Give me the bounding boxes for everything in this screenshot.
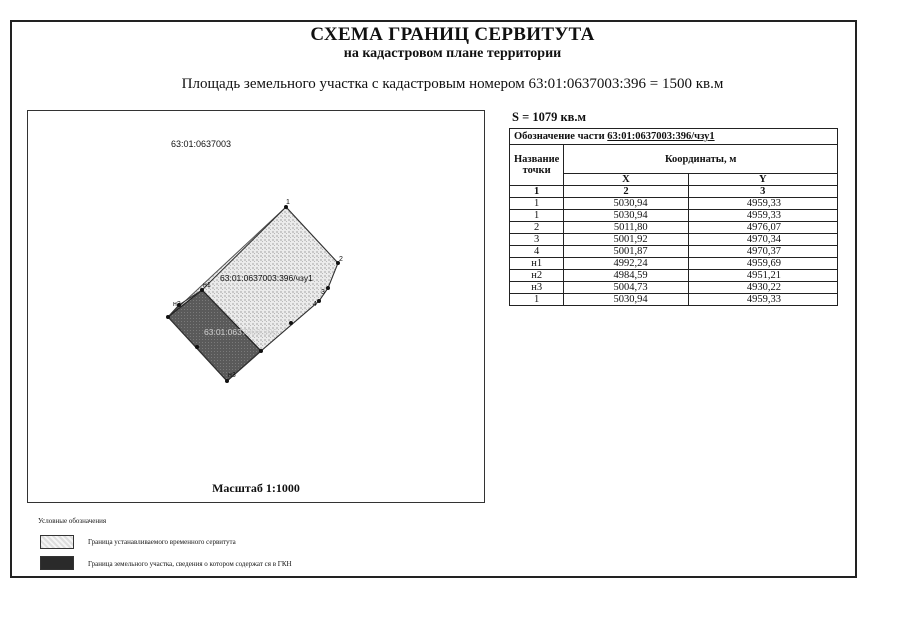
table-row: 1 5030,94 4959,33 [510, 210, 838, 222]
cadastral-quarter-label: 63:01:0637003 [171, 139, 232, 149]
col-num-1: 1 [510, 186, 564, 198]
col-coordinates: Координаты, м [564, 145, 838, 174]
col-x: X [564, 174, 688, 186]
table-row: 2 5011,80 4976,07 [510, 222, 838, 234]
map-scale: Масштаб 1:1000 [212, 481, 300, 495]
point-label-3: 3 [321, 289, 325, 296]
point-label-n1: н1 [203, 282, 211, 289]
col-point-name: Название точки [510, 145, 564, 186]
part-designation-cell [510, 129, 838, 145]
table-row: н2 4984,59 4951,21 [510, 270, 838, 282]
document-subtitle: на кадастровом плане территории [343, 46, 562, 61]
point-label-n3: н3 [228, 372, 236, 379]
document-title: СХЕМА ГРАНИЦ СЕРВИТУТА [310, 24, 595, 45]
legend-swatch-servitude [40, 535, 74, 549]
map-drawing [28, 111, 486, 504]
table-row: 1 5030,94 4959,33 [510, 198, 838, 210]
legend-title: Условные обозначения [38, 517, 107, 525]
point-label-n2: н2 [173, 301, 181, 308]
parcel-label: 63:01:0637003:396 [204, 327, 278, 337]
servitude-label: 63:01:0637003:396/чзу1 [220, 273, 313, 283]
cadastral-map [27, 110, 485, 503]
point-label-4: 4 [313, 301, 317, 308]
servitude-area-value: S = 1079 кв.м [512, 110, 587, 124]
legend-text-parcel: Граница земельного участка, сведения о котором содержат ся в ГКН [88, 560, 292, 568]
table-row: 3 5001,92 4970,34 [510, 234, 838, 246]
col-num-2: 2 [564, 186, 688, 198]
parcel-area-line: Площадь земельного участка с кадастровым номером 63:01:0637003:396 = 1500 кв.м [181, 76, 724, 92]
part-designation-id: 63:01:0637003:396/чзу1 [607, 131, 715, 142]
legend-swatch-parcel [40, 556, 74, 570]
coordinates-table [509, 128, 838, 306]
legend-text-servitude: Граница устанавливаемого временного сервитута [88, 538, 236, 546]
part-designation-prefix: Обозначение части [514, 131, 605, 142]
table-row: н1 4992,24 4959,69 [510, 258, 838, 270]
table-row: н3 5004,73 4930,22 [510, 282, 838, 294]
col-y: Y [688, 174, 837, 186]
table-row: 4 5001,87 4970,37 [510, 246, 838, 258]
col-num-3: 3 [688, 186, 837, 198]
point-label-1: 1 [286, 199, 290, 206]
point-label-2: 2 [339, 256, 343, 263]
table-row: 1 5030,94 4959,33 [510, 294, 838, 306]
